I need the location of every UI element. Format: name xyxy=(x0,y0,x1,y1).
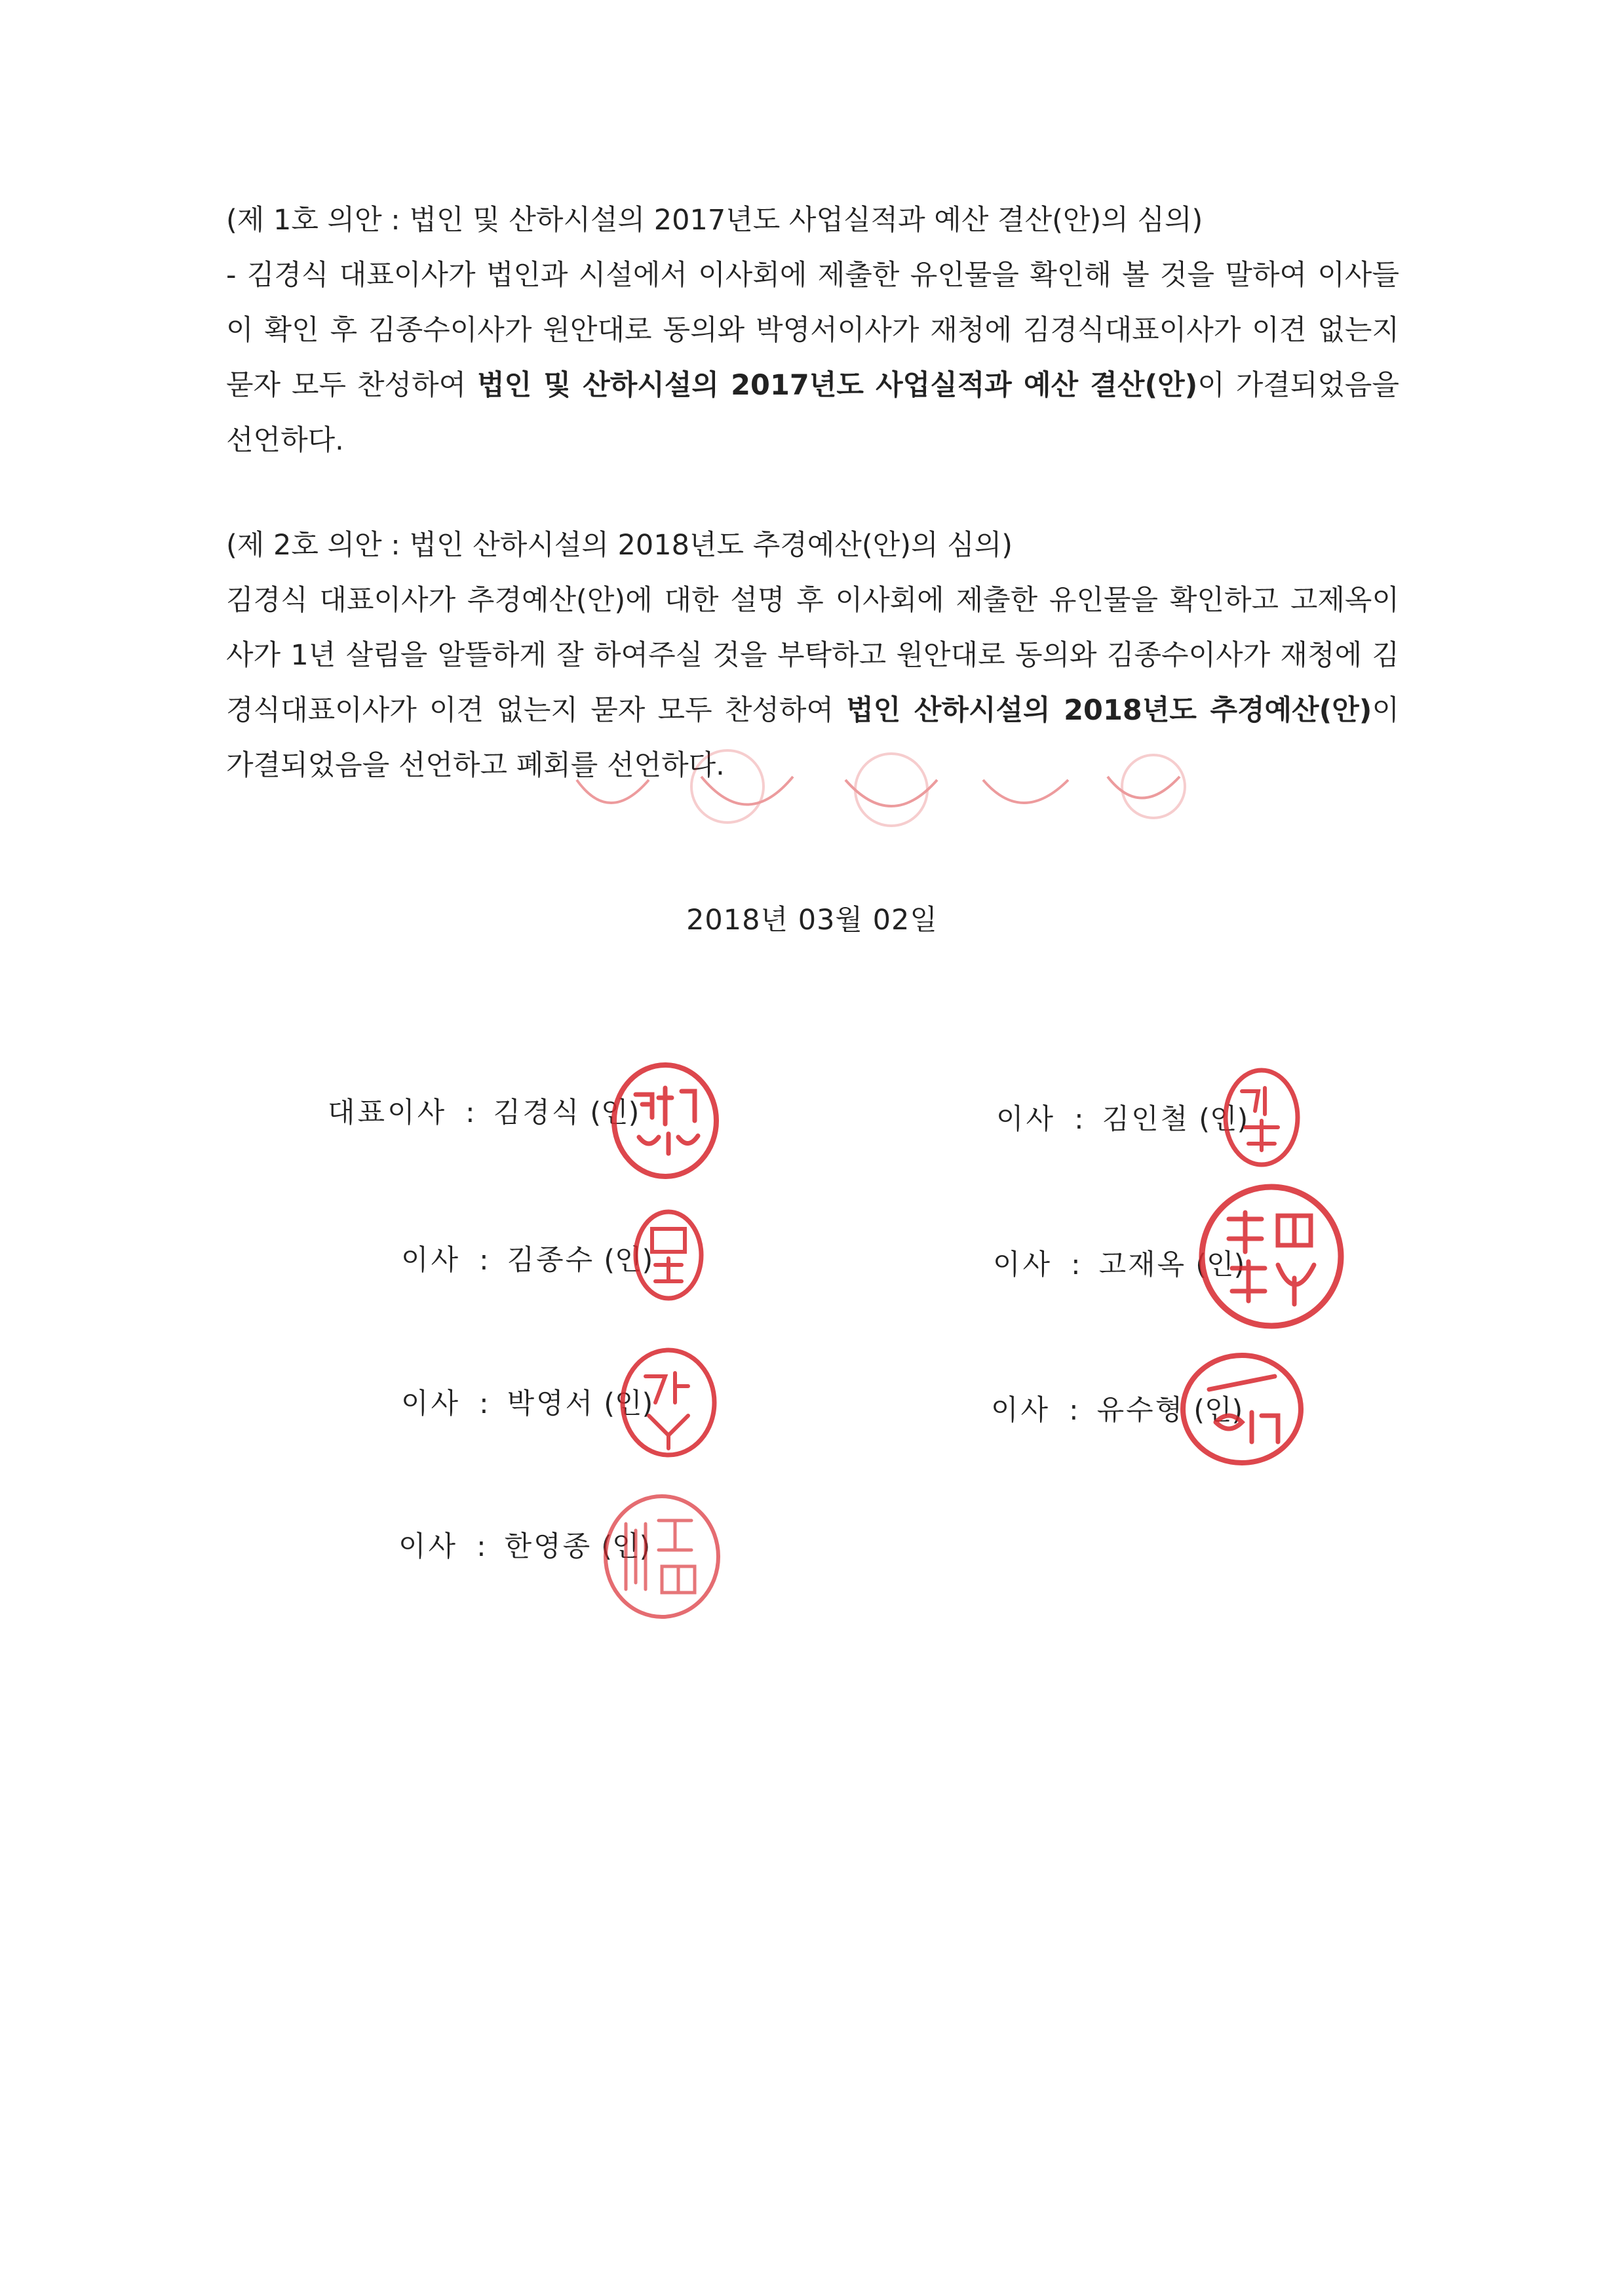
signatory-name: 유수형 xyxy=(1096,1394,1185,1427)
signatory-representative xyxy=(328,1093,639,1133)
agenda-1-conclusion: 이 가결되었음을 선언하다. xyxy=(226,369,1399,457)
signatory-director xyxy=(398,1527,650,1566)
agenda-2-body xyxy=(226,573,1399,793)
agenda-2-conclusion: 이 가결되었음을 선언하고 폐회를 선언하다. xyxy=(226,694,1399,782)
meeting-date: 2018년 03월 02일 xyxy=(686,904,938,937)
signatory-role: 이사 xyxy=(991,1394,1051,1427)
signatory-colon: : xyxy=(1071,1249,1081,1281)
agenda-2-heading: (제 2호 의안 : 법인 산하시설의 2018년도 추경예산(안)의 심의) xyxy=(226,529,1013,562)
signatory-role: 이사 xyxy=(401,1244,461,1277)
agenda-2-body-text: 김경식 대표이사가 추경예산(안)에 대한 설명 후 이사회에 제출한 유인물을 확인하고 고제옥이사가 1년 살림을 알뜰하게 잘 하여주실 것을 부탁하고 원안대로 동의와 김종수이사가 재청에 김경식대표이사가 이견 없는지 묻자 모두 찬성하여 xyxy=(226,584,1399,727)
signatory-director xyxy=(996,1100,1248,1139)
signatory-name: 김경식 xyxy=(493,1096,581,1129)
signatory-seal-mark: (인) xyxy=(1199,1103,1248,1136)
agenda-2-resolution: 법인 산하시설의 2018년도 추경예산(안) xyxy=(846,694,1372,727)
signatory-director xyxy=(993,1245,1245,1285)
signatory-name: 김종수 xyxy=(507,1244,595,1277)
signatory-seal-mark: (인) xyxy=(604,1244,653,1277)
signatory-role: 이사 xyxy=(401,1387,461,1420)
signatory-colon: : xyxy=(465,1096,475,1129)
signatory-role: 이사 xyxy=(993,1249,1053,1281)
signatory-colon: : xyxy=(1074,1103,1084,1136)
signatory-seal-mark: (인) xyxy=(590,1096,640,1129)
signatory-role: 이사 xyxy=(398,1530,459,1563)
signatory-seal-mark: (인) xyxy=(1195,1249,1245,1281)
signatory-name: 고재옥 xyxy=(1098,1249,1187,1281)
signatory-colon: : xyxy=(1069,1394,1079,1427)
agenda-1-body-text: - 김경식 대표이사가 법인과 시설에서 이사회에 제출한 유인물을 확인해 볼 것을 말하여 이사들이 확인 후 김종수이사가 원안대로 동의와 박영서이사가 재청에 김경식대표이사가 이견 없는지 묻자 모두 찬성하여 xyxy=(226,259,1399,402)
signatory-role: 대표이사 xyxy=(328,1096,448,1129)
signatory-colon: : xyxy=(476,1530,486,1563)
signatory-seal-mark: (인) xyxy=(604,1387,653,1420)
signatory-director xyxy=(401,1241,653,1280)
signatory-seal-mark: (인) xyxy=(1193,1394,1243,1427)
agenda-1-resolution: 법인 및 산하시설의 2017년도 사업실적과 예산 결산(안) xyxy=(477,369,1198,402)
agenda-item-1 xyxy=(226,193,1399,468)
signatory-name: 김인철 xyxy=(1102,1103,1190,1136)
signatory-seal-mark: (인) xyxy=(601,1530,651,1563)
signatory-director xyxy=(991,1391,1243,1430)
signatory-colon: : xyxy=(479,1244,489,1277)
agenda-1-body xyxy=(226,248,1399,468)
agenda-item-2 xyxy=(226,518,1399,793)
signatory-name: 한영종 xyxy=(504,1530,592,1563)
signatory-colon: : xyxy=(479,1387,489,1420)
signatory-name: 박영서 xyxy=(507,1387,595,1420)
signatory-director xyxy=(401,1384,653,1424)
signatory-role: 이사 xyxy=(996,1103,1056,1136)
agenda-1-heading: (제 1호 의안 : 법인 및 산하시설의 2017년도 사업실적과 예산 결산(안)의 심의) xyxy=(226,204,1203,237)
